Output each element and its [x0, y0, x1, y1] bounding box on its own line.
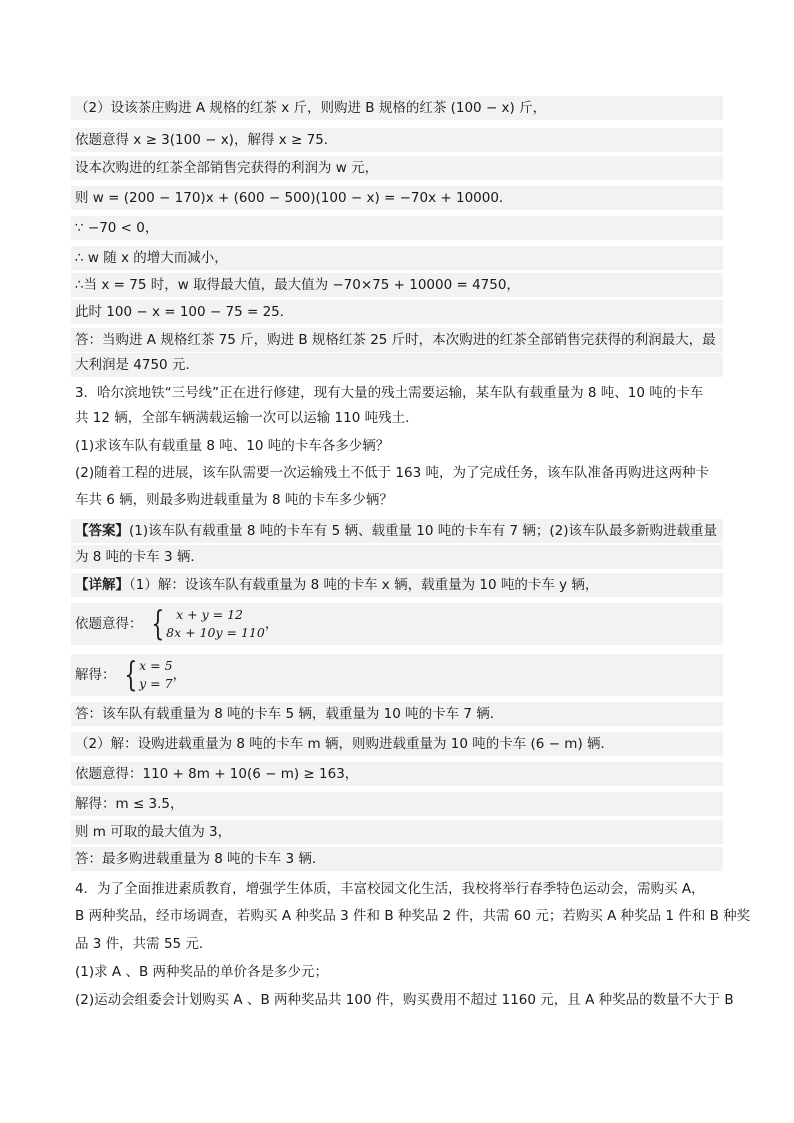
detail-line: （2）解：设购进载重量为 8 吨的卡车 m 辆，则购进载重量为 10 吨的卡车 (6 − m) 辆．: [71, 732, 723, 756]
question-text: 共 12 辆，全部车辆满载运输一次可以运输 110 吨残土．: [75, 410, 419, 426]
solution-line: （2）设该茶庄购进 A 规格的红茶 x 斤，则购进 B 规格的红茶 (100 − x) 斤，: [71, 96, 723, 120]
equation-system-2: [71, 654, 723, 696]
question-text: 3．哈尔滨地铁“三号线”正在进行修建，现有大量的残土需要运输，某车队有载重量为 8 吨、10 吨的卡车: [75, 385, 704, 401]
detail-line: 解得：m ≤ 3.5，: [71, 792, 723, 816]
question-text: 车共 6 辆，则最多购进载重量为 8 吨的卡车多少辆？: [75, 492, 393, 508]
solution-line: ∴ w 随 x 的增大而减小，: [71, 246, 723, 270]
detail-line: 则 m 可取的最大值为 3，: [71, 820, 723, 844]
answer-tag: 【答案】: [75, 523, 129, 539]
solution-line: 依题意得 x ≥ 3(100 − x)，解得 x ≥ 75．: [71, 128, 723, 152]
solution-line: 此时 100 − x = 100 − 75 = 25．: [71, 300, 723, 324]
solution-line: ∴当 x = 75 时，w 取得最大值，最大值为 −70×75 + 10000 = 4750，: [71, 273, 723, 297]
solution-line: 大利润是 4750 元．: [71, 353, 723, 377]
question-text: (1)求 A 、B 两种奖品的单价各是多少元；: [75, 964, 328, 980]
question-text: (2)运动会组委会计划购买 A 、B 两种奖品共 100 件，购买费用不超过 1160 元，且 A 种奖品的数量不大于 B: [75, 992, 734, 1008]
answer-text: (1)该车队有载重量 8 吨的卡车有 5 辆、载重量 10 吨的卡车有 7 辆；(2)该车队最多新购进载重量: [129, 523, 718, 539]
solution-line: 答：当购进 A 规格红茶 75 斤，购进 B 规格红茶 25 斤时，本次购进的红茶全部销售完获得的利润最大，最: [71, 328, 723, 352]
solution-line: ∵ −70 < 0，: [71, 216, 723, 240]
system-row: 8x + 10y = 110: [166, 625, 265, 640]
detail-line: [71, 573, 723, 597]
answer-line: 为 8 吨的卡车 3 辆．: [71, 545, 723, 569]
detail-text: （1）解：设该车队有载重量为 8 吨的卡车 x 辆，载重量为 10 吨的卡车 y 辆，: [129, 577, 599, 593]
answer-line: [71, 519, 723, 543]
system-tail: ，: [264, 616, 279, 632]
system-label: 依题意得：: [75, 616, 143, 632]
solution-line: 设本次购进的红茶全部销售完获得的利润为 w 元，: [71, 156, 723, 180]
question-text: 品 3 件，共需 55 元．: [75, 936, 213, 952]
left-brace-icon: {: [123, 655, 137, 695]
detail-line: 依题意得：110 + 8m + 10(6 − m) ≥ 163，: [71, 762, 723, 786]
solution-line: 则 w = (200 − 170)x + (600 − 500)(100 − x) = −70x + 10000．: [71, 186, 723, 210]
system-row: y = 7: [139, 676, 173, 691]
detail-line: 答：最多购进载重量为 8 吨的卡车 3 辆．: [71, 847, 723, 871]
detail-tag: 【详解】: [75, 577, 129, 593]
question-text: B 两种奖品，经市场调查，若购买 A 种奖品 3 件和 B 种奖品 2 件，共需 60 元；若购买 A 种奖品 1 件和 B 种奖: [75, 908, 751, 924]
detail-line: 答：该车队有载重量为 8 吨的卡车 5 辆，载重量为 10 吨的卡车 7 辆．: [71, 702, 723, 726]
question-text: 4．为了全面推进素质教育，增强学生体质，丰富校园文化生活，我校将举行春季特色运动会，需购买 A，: [75, 881, 705, 897]
system-row: x + y = 12: [176, 607, 243, 622]
question-text: (1)求该车队有载重量 8 吨、10 吨的卡车各多少辆？: [75, 438, 390, 454]
system-label: 解得：: [75, 667, 116, 683]
system-row: x = 5: [139, 658, 173, 673]
system-tail: ，: [172, 667, 187, 683]
question-text: (2)随着工程的进展，该车队需要一次运输残土不低于 163 吨，为了完成任务，该车队准备再购进这两种卡: [75, 465, 709, 481]
equation-system-1: [71, 603, 723, 645]
left-brace-icon: {: [150, 604, 164, 644]
